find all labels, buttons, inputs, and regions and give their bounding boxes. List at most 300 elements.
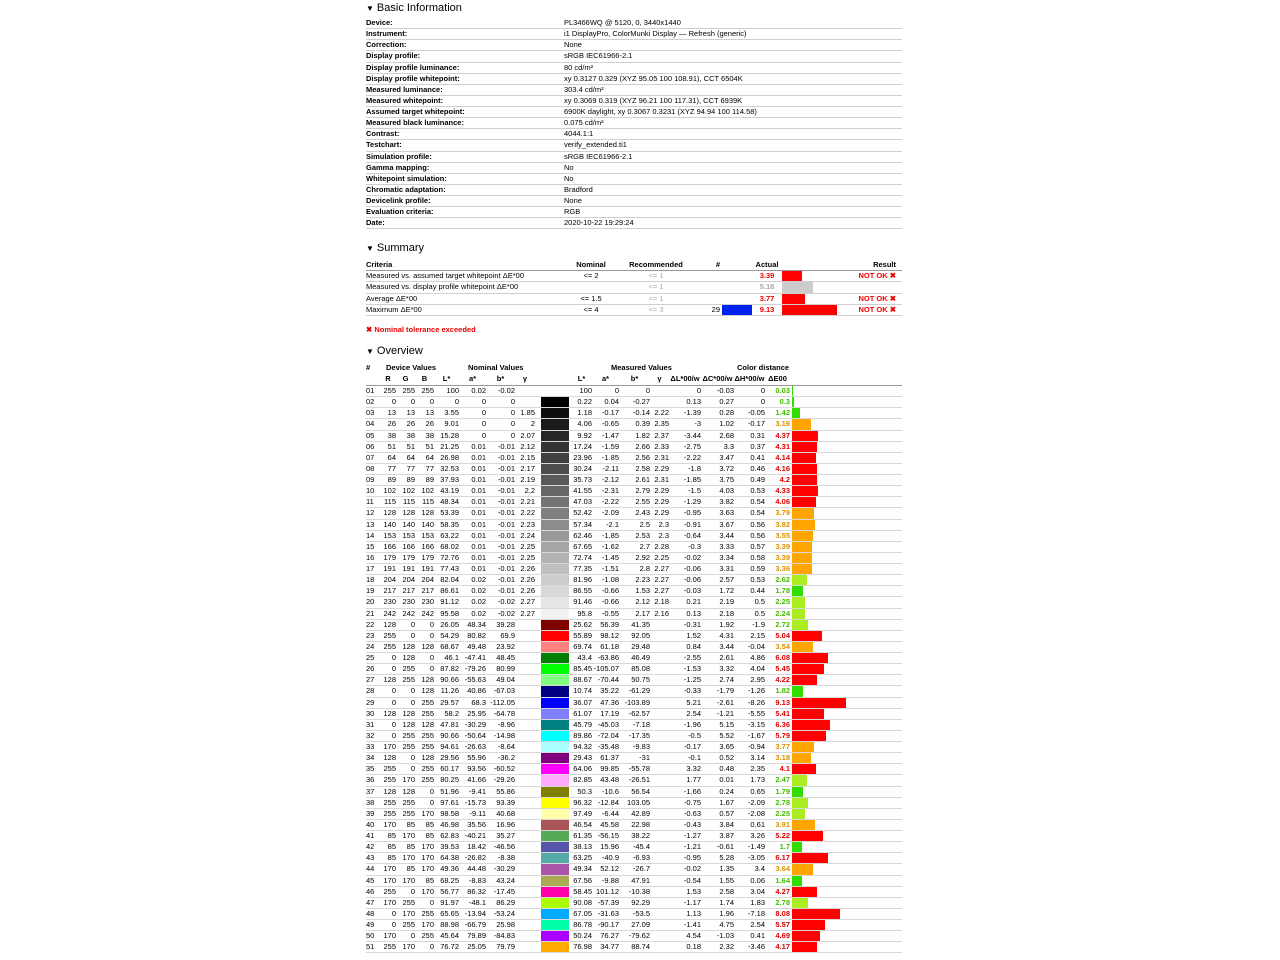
table-cell	[650, 809, 669, 819]
table-cell: -26.82	[464, 853, 486, 863]
table-cell: 42	[366, 842, 375, 852]
table-cell: -45.03	[597, 719, 619, 729]
info-row	[366, 85, 902, 96]
table-row	[366, 397, 902, 408]
table-cell: 255	[402, 808, 415, 818]
table-cell: 0.59	[750, 564, 765, 573]
delta-e-bar	[792, 664, 902, 674]
delta-e-bar-fill	[792, 909, 840, 919]
table-cell: 0.54	[750, 508, 765, 518]
table-cell: 217	[383, 586, 396, 596]
table-row	[366, 876, 902, 887]
actual-bar-fill	[782, 294, 805, 304]
table-cell: 50	[366, 931, 375, 941]
nominal-cell: <= 2	[583, 271, 599, 281]
summary-heading[interactable]: ▼ Summary	[366, 242, 424, 254]
table-cell: 26	[387, 419, 396, 429]
table-cell: 2.12	[635, 597, 650, 607]
table-cell: 77	[406, 463, 415, 473]
table-cell: 26	[406, 419, 415, 429]
delta-e-bar	[792, 408, 902, 418]
info-value: 2020-10-22 19:29:24	[564, 218, 634, 228]
table-cell: 3.72	[719, 463, 734, 473]
expand-triangle-icon[interactable]: ▼	[366, 244, 374, 253]
measured-color-swatch	[541, 586, 569, 596]
info-row	[366, 18, 902, 29]
column-header: L*	[577, 374, 586, 383]
table-cell: 86.61	[440, 586, 459, 596]
delta-e-bar-fill	[792, 564, 812, 574]
delta-e-bar	[792, 586, 902, 596]
table-cell: 115	[403, 497, 415, 507]
table-cell: 11.26	[440, 686, 459, 696]
delta-e-bar-fill	[792, 775, 807, 785]
delta-e-value: 3.64	[775, 864, 790, 874]
delta-e-value: 3.91	[775, 819, 790, 829]
info-label: Device:	[366, 18, 393, 27]
table-cell: 0	[454, 397, 459, 407]
measured-color-swatch	[541, 764, 569, 774]
table-cell: 0	[760, 386, 765, 395]
delta-e-value: 1.78	[775, 586, 790, 596]
table-cell	[515, 731, 535, 741]
delta-e-bar-fill	[792, 853, 828, 863]
table-cell: -105.07	[593, 664, 619, 674]
table-cell: 65.65	[440, 908, 459, 918]
table-cell: 0.56	[750, 519, 765, 529]
table-cell	[650, 920, 669, 930]
table-cell: 1.74	[719, 897, 734, 907]
basic-information-table	[366, 18, 902, 229]
delta-e-bar-fill	[792, 653, 828, 663]
table-cell	[515, 620, 535, 630]
table-cell: -26.7	[632, 864, 650, 874]
delta-e-bar-fill	[792, 542, 812, 552]
table-cell: 17.24	[573, 441, 592, 451]
table-cell: 2.27	[654, 586, 669, 596]
actual-cell: 5.18	[759, 282, 775, 292]
table-cell: 02	[366, 397, 375, 407]
table-cell: 31	[366, 719, 375, 729]
table-cell: 2.79	[635, 486, 650, 496]
table-cell: -0.94	[747, 742, 765, 751]
table-cell: 29.57	[440, 697, 459, 707]
table-cell: 0.02	[471, 608, 486, 618]
basic-information-heading[interactable]: ▼ Basic Information	[366, 2, 462, 14]
measured-color-swatch	[541, 653, 569, 663]
measured-color-swatch	[541, 431, 569, 441]
table-cell: 255	[421, 730, 434, 740]
table-cell: 170	[421, 842, 434, 852]
delta-e-bar-fill	[792, 453, 816, 463]
table-cell: 255	[402, 920, 415, 929]
measured-color-swatch	[541, 809, 569, 819]
table-row	[366, 675, 902, 686]
table-cell: -0.04	[747, 641, 765, 651]
table-cell: 0.28	[719, 408, 734, 418]
delta-e-bar	[792, 931, 902, 941]
table-cell: 2.23	[520, 519, 535, 529]
table-cell: -64.78	[493, 708, 515, 718]
table-cell: -40.21	[464, 831, 486, 840]
delta-e-bar-fill	[792, 486, 818, 496]
table-cell: 80.82	[467, 630, 486, 640]
table-cell	[515, 720, 535, 730]
table-cell: 255	[383, 797, 396, 807]
table-cell: -70.44	[597, 675, 619, 685]
table-cell: -1.08	[601, 575, 619, 585]
info-value: 4044.1:1	[564, 129, 594, 139]
table-cell: 255	[421, 908, 434, 918]
table-cell: 89	[425, 475, 434, 484]
table-row	[366, 520, 902, 531]
table-cell: -0.02	[497, 386, 515, 395]
table-cell: 53.39	[440, 508, 459, 518]
table-cell: 46.49	[631, 653, 650, 662]
table-cell: 255	[421, 742, 434, 751]
delta-e-bar-fill	[792, 397, 794, 407]
table-cell: 43.24	[496, 875, 515, 885]
delta-e-bar	[792, 764, 902, 774]
measured-color-swatch	[541, 842, 569, 852]
table-cell: 255	[383, 630, 396, 640]
table-cell: 69.9	[500, 630, 515, 640]
delta-e-bar-fill	[792, 709, 824, 719]
expand-triangle-icon[interactable]: ▼	[366, 4, 374, 13]
measured-color-swatch	[541, 876, 569, 886]
delta-e-bar	[792, 876, 902, 886]
table-cell: 44.48	[467, 864, 486, 874]
info-row	[366, 207, 902, 218]
table-cell: 88.67	[573, 675, 592, 685]
table-cell: -84.83	[493, 931, 515, 941]
table-cell: 2.54	[686, 708, 701, 718]
table-cell: 0	[429, 897, 434, 907]
table-cell: 79.89	[467, 931, 486, 941]
delta-e-bar	[792, 909, 902, 919]
actual-bar-fill	[782, 271, 802, 281]
table-cell: 4.75	[719, 920, 734, 929]
table-cell: 2.12	[520, 441, 535, 451]
table-cell	[650, 631, 669, 641]
table-cell: 4.86	[750, 653, 765, 662]
table-cell: 0	[410, 697, 415, 707]
result-cell: NOT OK ✖	[858, 304, 896, 314]
table-cell: 14	[366, 530, 375, 540]
table-cell: -8.26	[747, 697, 765, 707]
table-cell: 0.52	[719, 753, 734, 763]
table-cell: -0.17	[683, 742, 701, 751]
table-cell: 47.36	[600, 697, 619, 707]
table-cell: -0.31	[683, 619, 701, 629]
delta-e-bar	[792, 464, 902, 474]
recommended-cell: <= 1	[648, 271, 664, 281]
column-header: B	[421, 374, 428, 383]
table-cell: -10.6	[601, 786, 619, 796]
actual-bar	[782, 271, 844, 281]
table-cell	[515, 909, 535, 919]
delta-e-bar-fill	[792, 931, 820, 941]
table-cell: 40.86	[467, 686, 486, 696]
info-row	[366, 29, 902, 40]
table-cell: 90.66	[440, 730, 459, 740]
measured-color-swatch	[541, 920, 569, 930]
column-header: ΔE00	[768, 374, 787, 383]
delta-e-value: 3.55	[775, 530, 790, 540]
table-cell: 1.82	[635, 430, 650, 440]
table-cell: 47.91	[631, 875, 650, 885]
table-cell: 0.01	[471, 564, 486, 573]
table-cell: 140	[383, 519, 396, 529]
table-cell: 47	[366, 897, 375, 907]
table-cell: -0.02	[683, 552, 701, 562]
table-cell: 102	[383, 486, 396, 496]
table-cell: 170	[383, 931, 396, 941]
table-row	[366, 575, 902, 586]
table-cell: 0.5	[754, 608, 765, 618]
table-cell: 47.03	[573, 497, 592, 507]
delta-e-bar	[792, 831, 902, 841]
delta-e-value: 3.54	[775, 641, 790, 651]
expand-triangle-icon[interactable]: ▼	[366, 347, 374, 356]
table-cell: -40.9	[601, 853, 619, 863]
table-cell: 128	[421, 686, 434, 696]
info-label: Whitepoint simulation:	[366, 173, 447, 183]
table-cell: -3	[694, 419, 701, 429]
table-cell	[650, 909, 669, 919]
info-value: 80 cd/m²	[564, 62, 594, 72]
table-cell	[515, 931, 535, 941]
overview-heading[interactable]: ▼ Overview	[366, 345, 423, 357]
table-cell: 85	[387, 831, 396, 840]
table-cell: -0.06	[683, 575, 701, 585]
delta-e-value: 4.16	[775, 463, 790, 473]
table-row	[366, 564, 902, 575]
table-cell: 255	[383, 775, 396, 785]
table-cell: -0.01	[497, 486, 515, 496]
delta-e-value: 4.14	[775, 452, 790, 462]
delta-e-bar-fill	[792, 620, 808, 630]
table-cell: 255	[421, 697, 434, 707]
actual-bar-fill	[782, 282, 813, 292]
measured-color-swatch	[541, 909, 569, 919]
delta-e-value: 3.82	[775, 519, 790, 529]
table-cell: 2.27	[654, 564, 669, 573]
sample-number-cell	[696, 282, 722, 292]
info-label: Display profile whitepoint:	[366, 73, 460, 83]
table-cell: 89.86	[573, 730, 592, 740]
table-cell: 128	[383, 786, 396, 796]
measured-color-swatch	[541, 597, 569, 607]
table-cell: -7.18	[632, 719, 650, 729]
table-cell: -9.83	[632, 742, 650, 751]
column-header: γ	[522, 374, 528, 383]
table-cell: 43.4	[577, 653, 592, 662]
table-cell: 1.52	[686, 630, 701, 640]
table-cell: 43	[366, 853, 375, 863]
table-cell: 217	[402, 586, 415, 596]
table-cell: 5.28	[719, 853, 734, 863]
table-cell: 3.55	[444, 408, 459, 418]
table-cell: -0.27	[632, 397, 650, 407]
table-cell: 98.58	[440, 808, 459, 818]
table-cell: 0.02	[471, 586, 486, 596]
table-cell: 128	[383, 708, 396, 718]
table-cell: 38	[366, 797, 375, 807]
sample-swatch	[722, 305, 752, 315]
table-row	[366, 898, 902, 909]
table-cell: 91.46	[573, 597, 592, 607]
table-cell: 0.22	[577, 397, 592, 407]
table-cell: 3.67	[719, 519, 734, 529]
table-cell: -0.06	[683, 564, 701, 573]
table-cell: 255	[402, 386, 415, 395]
table-cell: 0	[391, 920, 396, 929]
table-cell: -0.03	[716, 386, 734, 395]
table-cell: 3.04	[750, 886, 765, 896]
table-cell: -1.51	[601, 564, 619, 573]
table-cell: -5.55	[747, 708, 765, 718]
nominal-cell: <= 1.5	[580, 293, 602, 303]
table-cell: 0.01	[471, 519, 486, 529]
table-cell: -60.52	[493, 764, 515, 774]
table-cell	[650, 642, 669, 652]
table-cell: 0	[410, 397, 415, 407]
table-cell: 128	[402, 786, 415, 796]
delta-e-bar-fill	[792, 497, 816, 507]
table-cell: 86.78	[573, 920, 592, 929]
table-cell: 0.01	[471, 530, 486, 540]
table-cell: 2.18	[654, 597, 669, 607]
table-cell: 51.96	[440, 786, 459, 796]
column-header: L*	[442, 374, 451, 383]
result-cell: NOT OK ✖	[858, 293, 896, 303]
table-cell: 77.35	[573, 564, 592, 573]
table-cell: 2.29	[654, 508, 669, 518]
table-cell: 44	[366, 864, 375, 874]
table-cell: 24	[366, 641, 375, 651]
table-cell: 3.75	[719, 475, 734, 484]
table-cell: -47.41	[464, 653, 486, 662]
table-cell: 10	[366, 486, 375, 496]
info-label: Date:	[366, 218, 385, 228]
table-cell: 128	[421, 675, 434, 685]
table-cell: 23.96	[573, 452, 592, 462]
delta-e-value: 4.1	[779, 764, 790, 774]
table-row	[366, 642, 902, 653]
table-cell: -30.29	[464, 719, 486, 729]
table-row	[366, 386, 902, 397]
table-cell: -7.18	[747, 908, 765, 918]
table-cell: 86.55	[573, 586, 592, 596]
measured-color-swatch	[541, 419, 569, 429]
table-cell: 28	[366, 686, 375, 696]
table-cell	[650, 853, 669, 863]
table-cell: 3.14	[750, 753, 765, 763]
delta-e-bar-fill	[792, 764, 816, 774]
table-cell: 1.13	[686, 908, 701, 918]
delta-e-bar	[792, 898, 902, 908]
table-cell: -1.29	[683, 497, 701, 507]
table-cell: 64	[406, 452, 415, 462]
table-cell: 80.99	[496, 664, 515, 674]
delta-e-bar-fill	[792, 742, 814, 752]
table-cell: -0.05	[747, 408, 765, 418]
table-cell: 0	[614, 386, 619, 395]
delta-e-value: 3.36	[775, 564, 790, 573]
table-cell: -66.79	[464, 920, 486, 929]
table-cell: 2.25	[520, 541, 535, 551]
table-cell: 29.48	[631, 641, 650, 651]
table-cell	[650, 876, 669, 886]
table-cell: 128	[402, 708, 415, 718]
result-header: Result	[873, 260, 896, 269]
table-cell: 85	[406, 819, 415, 829]
table-cell: 2.29	[654, 486, 669, 496]
table-cell: 19	[366, 586, 375, 596]
table-cell: -1.8	[688, 463, 701, 473]
table-cell: -50.64	[464, 730, 486, 740]
criteria-cell: Measured vs. assumed target whitepoint ΔE*00	[366, 271, 525, 281]
table-cell: 101.12	[596, 886, 619, 896]
table-cell: 191	[383, 564, 396, 573]
table-cell	[650, 820, 669, 830]
table-cell	[650, 620, 669, 630]
delta-e-bar-fill	[792, 431, 818, 441]
table-cell: -0.66	[601, 586, 619, 596]
table-cell: 56.54	[631, 786, 650, 796]
info-label: Chromatic adaptation:	[366, 184, 446, 194]
table-cell: 0.39	[635, 419, 650, 429]
table-cell: 0	[391, 697, 396, 707]
table-cell: -1.66	[683, 786, 701, 796]
delta-e-value: 1.7	[779, 842, 790, 852]
table-cell: 2.35	[750, 764, 765, 774]
table-cell: -1.85	[683, 475, 701, 484]
table-cell: -0.01	[497, 452, 515, 462]
table-cell: 3.33	[719, 541, 734, 551]
table-cell: 242	[383, 608, 396, 618]
table-cell: 22.98	[631, 819, 650, 829]
table-cell: 61.37	[600, 753, 619, 763]
table-cell: 2.22	[654, 408, 669, 418]
measured-color-swatch	[541, 553, 569, 563]
table-cell: 2.55	[635, 497, 650, 507]
table-cell: 85	[425, 831, 434, 840]
delta-e-bar	[792, 853, 902, 863]
table-cell: 2.58	[635, 463, 650, 473]
sample-swatch	[722, 271, 752, 281]
table-cell: 1.92	[719, 619, 734, 629]
table-cell: 0.58	[750, 552, 765, 562]
table-cell: 2.16	[654, 608, 669, 618]
table-cell: 30	[366, 708, 375, 718]
delta-e-value: 1.79	[775, 786, 790, 796]
table-cell: 0	[410, 886, 415, 896]
table-cell: 2.66	[635, 441, 650, 451]
info-value: Bradford	[564, 184, 593, 194]
delta-e-bar-fill	[792, 419, 811, 429]
measured-color-swatch	[541, 642, 569, 652]
delta-e-bar-fill	[792, 675, 817, 685]
table-cell: 255	[383, 641, 396, 651]
delta-e-value: 2.78	[775, 897, 790, 907]
measured-color-swatch	[541, 408, 569, 418]
table-cell: 128	[402, 641, 415, 651]
result-cell	[844, 282, 902, 292]
delta-e-bar	[792, 864, 902, 874]
table-cell: 13	[387, 408, 396, 418]
